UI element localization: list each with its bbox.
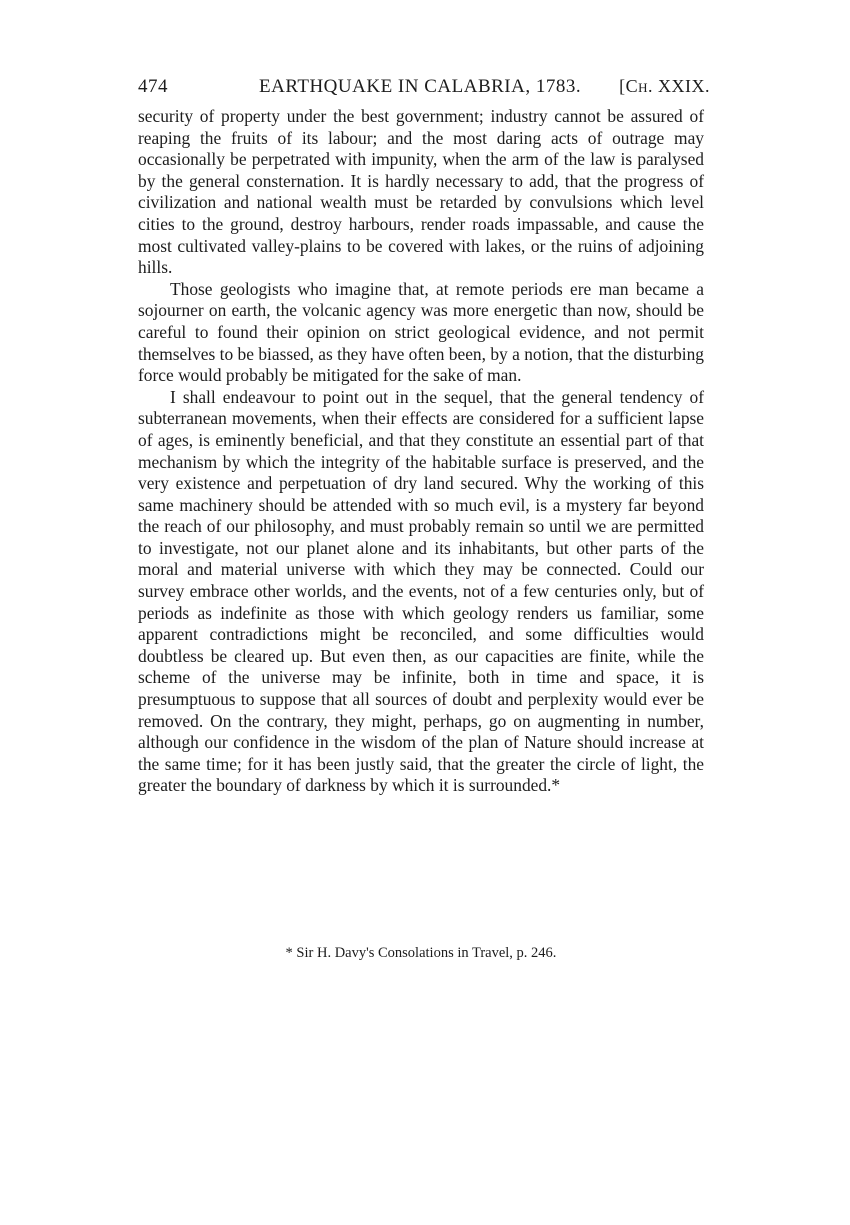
paragraph: I shall endeavour to point out in the sequel, that the general tendency of subterranean movements, when their effects are considered for a sufficient lapse of ages, is eminently beneficial, and that they constitute an essential part of that mechanism by which the integrity of the habitable surface is preserved, and the very existence and perpetuation of dry land secured. Why the working of this same machinery should be attended with so much evil, is a mystery far beyond the reach of our philosophy, and must probably remain so until we are permitted to investigate, not our planet alone and its inhabitants, but other parts of the moral and material universe with which they may be connected. Could our survey embrace other worlds, and the events, not of a few centuries only, but of periods as indefinite as those with which geology renders us familiar, some apparent contradictions might be reconciled, and some difficulties would doubtless be cleared up. But even then, as our capacities are finite, while the scheme of the universe may be infinite, both in time and space, it is presumptuous to suppose that all sources of doubt and perplexity would ever be removed. On the contrary, they might, perhaps, go on augmenting in number, although our confidence in the wisdom of the plan of Nature should increase at the same time; for it has been justly said, that the greater the circle of light, the greater the boundary of darkness by which it is surrounded.* [138, 386, 704, 796]
body-text [138, 106, 704, 797]
page-number: 474 [138, 76, 168, 97]
chapter-reference: [Ch. XXIX. [619, 76, 710, 96]
paragraph-continued: security of property under the best government; industry cannot be assured of reaping the fruits of its labour; and the most daring acts of outrage may occasionally be perpetrated with impunity, when the arm of the law is paralysed by the general consternation. It is hardly necessary to add, that the progress of civilization and national wealth must be retarded by convulsions which level cities to the ground, destroy harbours, render roads impassable, and cause the most cultivated valley-plains to be covered with lakes, or the ruins of adjoining hills. [138, 106, 704, 278]
running-title: EARTHQUAKE IN CALABRIA, 1783. [259, 76, 582, 97]
paragraph: Those geologists who imagine that, at remote periods ere man became a sojourner on earth, the volcanic agency was more energetic than now, should be careful to found their opinion on strict geological evidence, and not permit themselves to be biassed, as they have often been, by a notion, that the disturbing force would probably be mitigated for the sake of man. [138, 278, 704, 386]
footnote: * Sir H. Davy's Consolations in Travel, p. 246. [285, 945, 557, 961]
running-head [138, 76, 710, 106]
